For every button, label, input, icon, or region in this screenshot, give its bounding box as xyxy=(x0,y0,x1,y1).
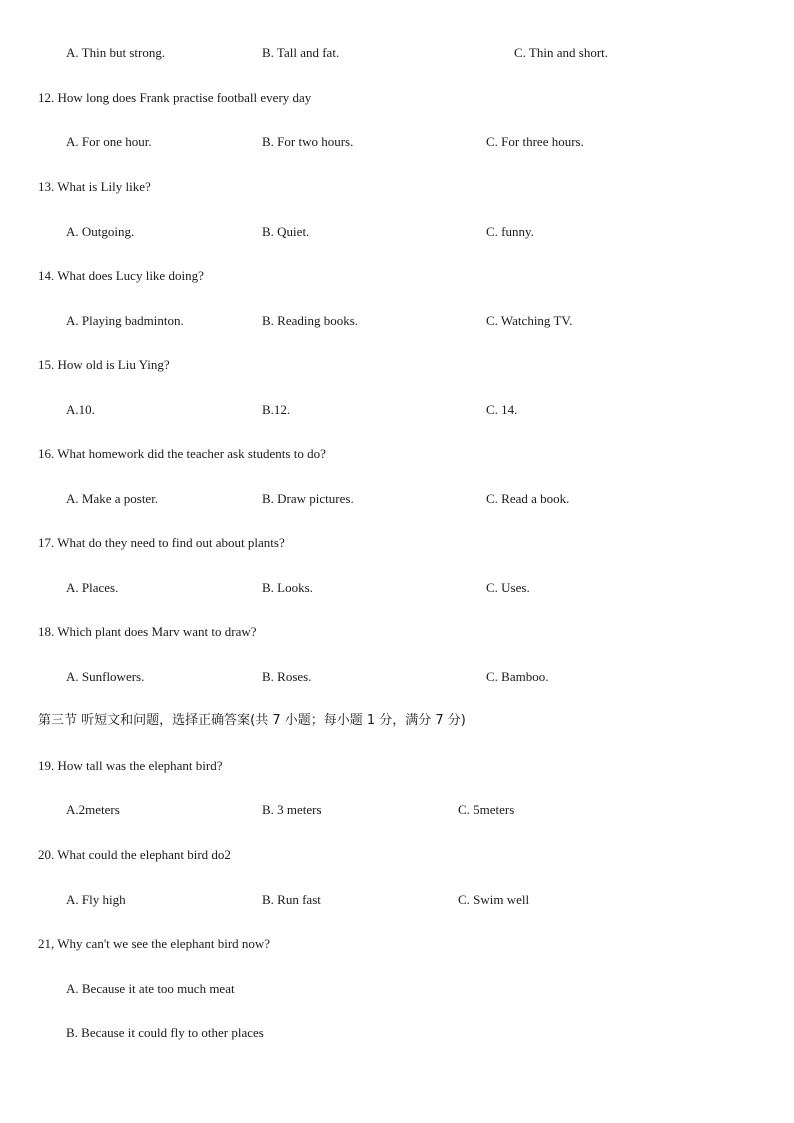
option-19-a: A.2meters xyxy=(66,802,120,817)
option-14-b: B. Reading books. xyxy=(262,313,359,328)
option-12-c: C. For three hours. xyxy=(486,134,584,149)
option-19-b: B. 3 meters xyxy=(262,802,322,817)
option-12-b: B. For two hours. xyxy=(262,134,354,149)
question-14: 14. What does Lucy like doing? xyxy=(38,268,204,283)
option-11-b: B. Tall and fat. xyxy=(262,45,340,60)
option-13-a: A. Outgoing. xyxy=(66,224,135,239)
option-14-c: C. Watching TV. xyxy=(486,313,573,328)
question-20: 20. What could the elephant bird do2 xyxy=(38,847,231,862)
question-19: 19. How tall was the elephant bird? xyxy=(38,758,223,773)
option-20-b: B. Run fast xyxy=(262,892,321,907)
option-20-c: C. Swim well xyxy=(458,892,530,907)
question-18: 18. Which plant does Marv want to draw? xyxy=(38,624,257,639)
option-14-a: A. Playing badminton. xyxy=(66,313,184,328)
question-16: 16. What homework did the teacher ask students to do? xyxy=(38,446,326,461)
option-21-a: A. Because it ate too much meat xyxy=(66,981,235,996)
option-17-c: C. Uses. xyxy=(486,580,530,595)
question-17: 17. What do they need to find out about plants? xyxy=(38,535,285,550)
section-3-heading: 第三节 听短文和问题，选择正确答案(共 7 小题；每小题 1 分，满分 7 分) xyxy=(38,713,466,728)
option-18-a: A. Sunflowers. xyxy=(66,669,145,684)
option-11-a: A. Thin but strong. xyxy=(66,45,166,60)
option-15-a: A.10. xyxy=(66,402,95,417)
option-15-b: B.12. xyxy=(262,402,291,417)
option-19-c: C. 5meters xyxy=(458,802,515,817)
option-11-c: C. Thin and short. xyxy=(514,45,609,60)
option-18-c: C. Bamboo. xyxy=(486,669,549,684)
option-15-c: C. 14. xyxy=(486,402,518,417)
option-16-a: A. Make a poster. xyxy=(66,491,159,506)
option-17-b: B. Looks. xyxy=(262,580,313,595)
question-15: 15. How old is Liu Ying? xyxy=(38,357,170,372)
option-20-a: A. Fly high xyxy=(66,892,126,907)
option-16-b: B. Draw pictures. xyxy=(262,491,354,506)
question-12: 12. How long does Frank practise football every day xyxy=(38,90,312,105)
option-18-b: B. Roses. xyxy=(262,669,312,684)
option-21-b: B. Because it could fly to other places xyxy=(66,1025,264,1040)
option-17-a: A. Places. xyxy=(66,580,119,595)
question-13: 13. What is Lily like? xyxy=(38,179,151,194)
option-13-c: C. funny. xyxy=(486,224,534,239)
question-21: 21, Why can't we see the elephant bird now? xyxy=(38,936,271,951)
option-13-b: B. Quiet. xyxy=(262,224,310,239)
option-16-c: C. Read a book. xyxy=(486,491,570,506)
option-12-a: A. For one hour. xyxy=(66,134,152,149)
